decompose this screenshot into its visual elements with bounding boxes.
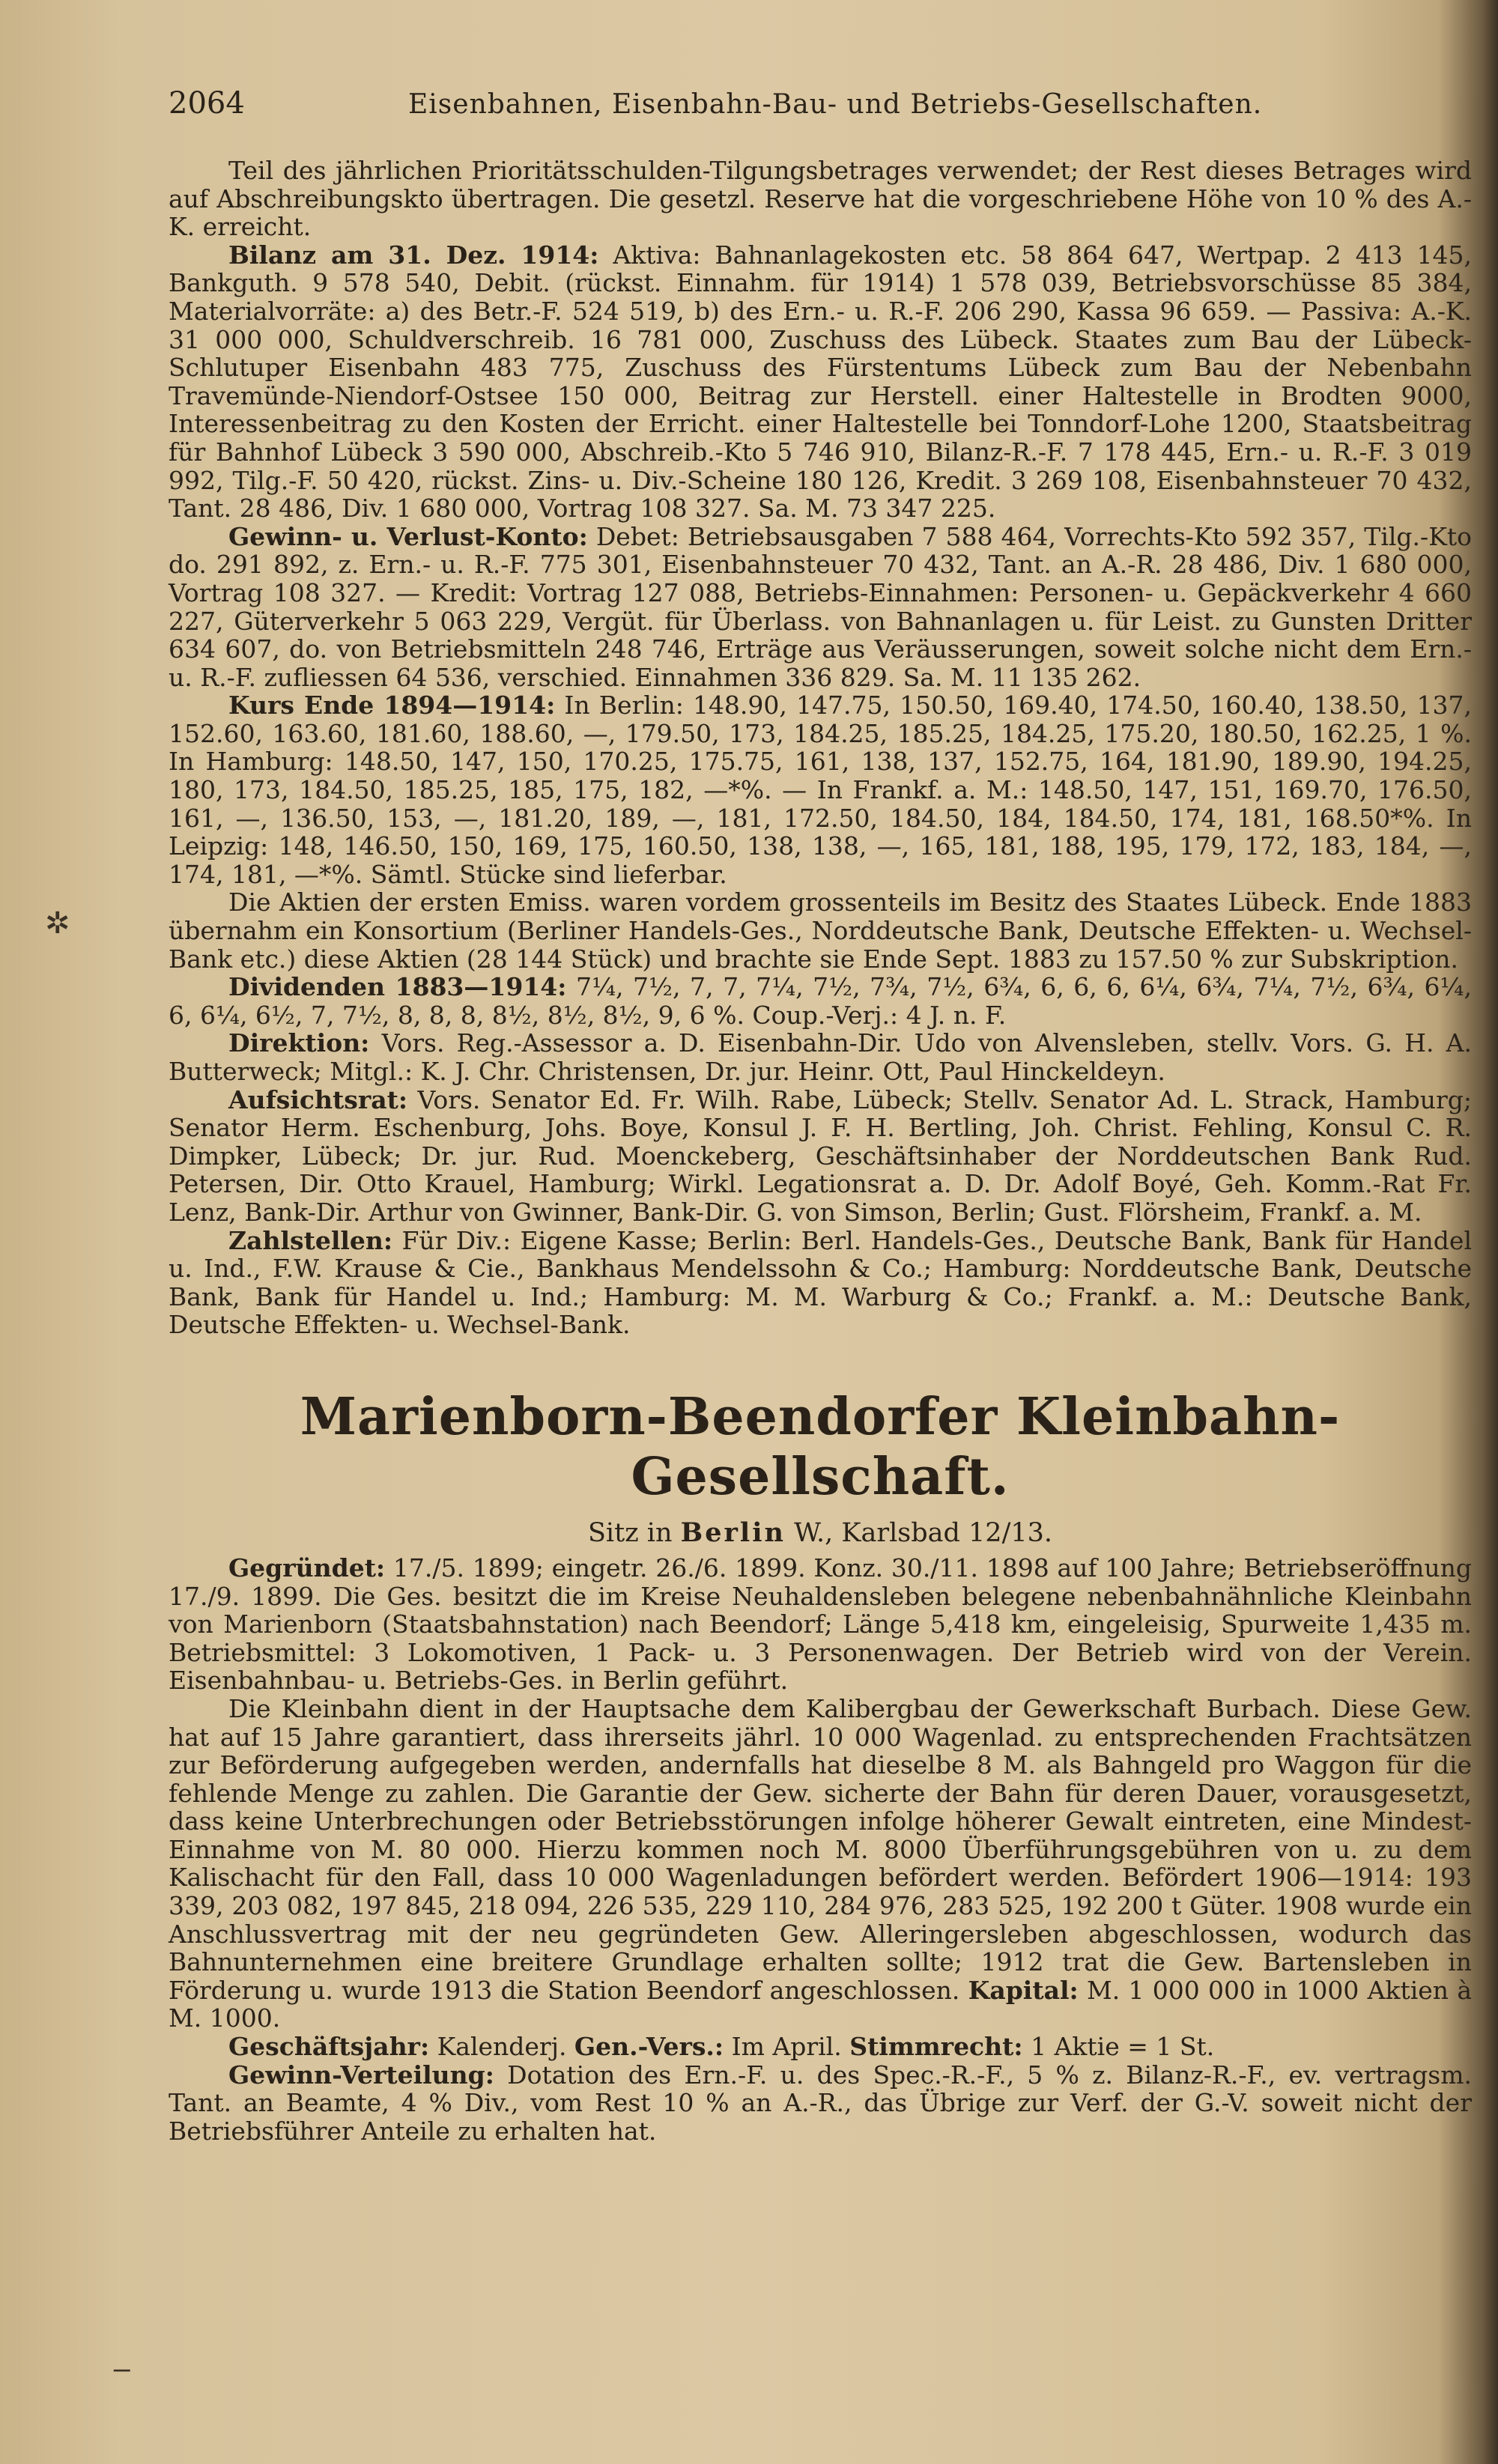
company-title: Marienborn-Beendorfer Kleinbahn-Gesellschaft. — [300, 1386, 1341, 1507]
share-price-text: In Berlin: 148.90, 147.75, 150.50, 169.40, 174.50, 160.40, 138.50, 137, 152.60, 163.60, 181.60, 188.60, —, 179.50, 173, 184.25, 185.25, 184.25, 175.20, 180.50, 162.25, 1 %. In Hamburg: 148.50, 147, 150, 170.25, 175.75, 161, 138, 137, 152.75, 164, 181.90, 189.90, 194.25, 180, 173, 184.50, 185.25, 185, 175, 182, —*%. — In Frankf. a. M.: 148.50, 147, 151, 169.70, 176.50, 161, —, 136.50, 153, —, 181.20, 189, —, 181, 172.50, 184.50, 184, 184.50, 174, 181, 168.50*%. In Leipzig: 148, 146.50, 150, 169, 175, 160.50, 138, 138, —, 165, 181, 188, 195, 179, 172, 183, 184, —, 174, 181, —*%. Sämtl. Stücke sind lieferbar. — [169, 691, 1472, 889]
running-head — [169, 86, 1472, 121]
company-seat — [169, 1517, 1472, 1548]
dividends-paragraph — [169, 973, 1472, 1029]
margin-mark-icon: ✲ — [45, 906, 70, 941]
voting-right-text: 1 Aktie = 1 St. — [1022, 2032, 1215, 2062]
profit-distribution-text: Dotation des Ern.-F. u. des Spec.-R.-F., 5 % z. Bilanz-R.-F., ev. vertragsm. Tant. an Beamte, 4 % Div., vom Rest 10 % an A.-R., das Übrige zur Verf. der G.-V. soweit nicht der Betriebsführer Anteile zu erhalten hat. — [169, 2060, 1472, 2146]
running-title: Eisenbahnen, Eisenbahn-Bau- und Betriebs-Gesellschaften. — [408, 89, 1263, 120]
section-railway-company — [169, 157, 1472, 1339]
seat-prefix: Sitz in — [587, 1517, 681, 1548]
section-kleinbahn — [169, 1554, 1472, 2145]
capital-text: M. 1 000 000 in 1000 Aktien à M. 1000. — [169, 1975, 1472, 2033]
fiscal-paragraph — [169, 2033, 1472, 2061]
operations-text: Die Kleinbahn dient in der Hauptsache dem Kalibergbau der Gewerkschaft Burbach. Diese Gew. hat auf 15 Jahre garantiert, dass ihrerseits jährl. 10 000 Wagenlad. zu entsprechenden Frachtsätzen zur Beförderung aufgegeben werden, andernfalls hat dieselbe 8 M. als Bahngeld pro Waggon für die fehlende Menge zu zahlen. Die Garantie der Gew. sicherte der Bahn für deren Dauer, vorausgesetzt, dass keine Unterbrechungen oder Betriebsstörungen infolge höherer Gewalt eintreten, eine Mindest-Einnahme von M. 80 000. Hierzu kommen noch M. 8000 Überführungsgebühren von u. zu dem Kalischacht für den Fall, dass 10 000 Wagenladungen befördert werden. Befördert 1906—1914: 193 339, 203 082, 197 845, 218 094, 226 535, 229 110, 284 976, 283 525, 192 200 t Güter. 1908 wurde ein Anschlussvertrag mit der neu gegründeten Gew. Alleringersleben abgeschlossen, wodurch das Bahnunternehmen eine breitere Grundlage erhalten sollte; 1912 trat die Gew. Bartensleben in Förderung u. wurde 1913 die Station Beendorf angeschlossen. — [169, 1693, 1472, 2005]
voting-right-label: Stimmrecht: — [849, 2032, 1023, 2062]
profit-loss-paragraph — [169, 523, 1472, 692]
page-number: 2064 — [169, 86, 245, 121]
founded-text: 17./5. 1899; eingetr. 26./6. 1899. Konz. 30./11. 1898 auf 100 Jahre; Betriebseröffnung 17./9. 1899. Die Ges. besitzt die im Kreise Neuhaldensleben belegene nebenbahnähnliche Kleinbahn von Marienborn (Staatsbahnstation) nach Beendorf; Länge 5,418 km, eingeleisig, Spurweite 1,435 m. Betriebsmittel: 3 Lokomotiven, 1 Pack- u. 3 Personenwagen. Der Betrieb wird von der Verein. Eisenbahnbau- u. Betriebs-Ges. in Berlin geführt. — [169, 1553, 1472, 1696]
fiscal-year-label: Geschäftsjahr: — [228, 2032, 430, 2062]
emission-paragraph: Die Aktien der ersten Emiss. waren vordem grossenteils im Besitz des Staates Lübeck. Ende 1883 übernahm ein Konsortium (Berliner Handels-Ges., Norddeutsche Bank, Deutsche Effekten- u. Wechsel-Bank etc.) diese Aktien (28 144 Stück) und brachte sie Ende Sept. 1883 zu 157.50 % zur Subskription. — [169, 887, 1472, 974]
seat-city: Berlin — [680, 1517, 786, 1548]
dividends-text: 7¼, 7½, 7, 7, 7¼, 7½, 7¾, 7½, 6¾, 6, 6, 6, 6¼, 6¾, 7¼, 7½, 6¾, 6¼, 6, 6¼, 6½, 7, 7½, 8, 8, 8, 8½, 8½, 8½, 9, 6 %. Coup.-Verj.: 4 J. n. F. — [169, 972, 1472, 1030]
management-label: Direktion: — [228, 1028, 370, 1058]
profit-loss-text: Debet: Betriebsausgaben 7 588 464, Vorrechts-Kto 592 357, Tilg.-Kto do. 291 892, z. Ern.- u. R.-F. 775 301, Eisenbahnsteuer 70 432, Tant. an A.-R. 28 486, Div. 1 680 000, Vortrag 108 327. — Kredit: Vortrag 127 088, Betriebs-Einnahmen: Personen- u. Gepäckverkehr 4 660 227, Güterverkehr 5 063 229, Vergüt. für Überlass. von Bahnanlagen u. für Leist. zu Gunsten Dritter 634 607, do. von Betriebsmitteln 248 746, Erträge aus Veräusserungen, soweit solche nicht dem Ern.- u. R.-F. zufliessen 64 536, verschied. Einnahmen 336 829. Sa. M. 11 135 262. — [169, 521, 1472, 692]
fiscal-year-text: Kalenderj. — [429, 2032, 574, 2062]
balance-label: Bilanz am 31. Dez. 1914: — [228, 240, 599, 270]
paying-agents-text: Für Div.: Eigene Kasse; Berlin: Berl. Handels-Ges., Deutsche Bank, Bank für Handel u. Ind., F.W. Krause & Cie., Bankhaus Mendelssohn & Co.; Hamburg: Norddeutsche Bank, Deutsche Bank, Bank für Handel u. Ind.; Hamburg: M. M. Warburg & Co.; Frankf. a. M.: Deutsche Bank, Deutsche Effekten- u. Wechsel-Bank. — [169, 1225, 1472, 1340]
general-meeting-label: Gen.-Vers.: — [574, 2032, 724, 2062]
supervisory-board-text: Vors. Senator Ed. Fr. Wilh. Rabe, Lübeck; Stellv. Senator Ad. L. Strack, Hamburg; Senator Herm. Eschenburg, Johs. Boye, Konsul J. F. H. Bertling, Joh. Christ. Fehling, Konsul C. R. Dimpker, Lübeck; Dr. jur. Rud. Moenckeberg, Geschäftsinhaber der Norddeutschen Bank Rud. Petersen, Dir. Otto Krauel, Hamburg; Wirkl. Legationsrat a. D. Dr. Adolf Boyé, Geh. Komm.-Rat Fr. Lenz, Bank-Dir. Arthur von Gwinner, Bank-Dir. G. von Simson, Berlin; Gust. Flörsheim, Frankf. a. M. — [169, 1084, 1472, 1227]
paying-agents-paragraph — [169, 1227, 1472, 1339]
founded-paragraph — [169, 1554, 1472, 1695]
balance-paragraph — [169, 241, 1472, 523]
seat-address: W., Karlsbad 12/13. — [785, 1517, 1053, 1548]
operations-paragraph — [169, 1695, 1472, 2033]
paying-agents-label: Zahlstellen: — [228, 1225, 393, 1255]
profit-loss-label: Gewinn- u. Verlust-Konto: — [228, 521, 588, 551]
reserve-paragraph: Teil des jährlichen Prioritätsschulden-Tilgungsbetrages verwendet; der Rest dieses Betrages wird auf Abschreibungskto übertragen. Die gesetzl. Reserve hat die vorgeschriebene Höhe von 10 % des A.-K. erreicht. — [169, 156, 1472, 242]
general-meeting-text: Im April. — [724, 2032, 850, 2062]
balance-text: Aktiva: Bahnanlagekosten etc. 58 864 647, Wertpap. 2 413 145, Bankguth. 9 578 540, Debit. (rückst. Einnahm. für 1914) 1 578 039, Betriebsvorschüsse 85 384, Materialvorräte: a) des Betr.-F. 524 519, b) des Ern.- u. R.-F. 206 290, Kassa 96 659. — Passiva: A.-K. 31 000 000, Schuldverschreib. 16 781 000, Zuschuss des Lübeck. Staates zum Bau der Lübeck-Schlutuper Eisenbahn 483 775, Zuschuss des Fürstentums Lübeck zum Bau der Nebenbahn Travemünde-Niendorf-Ostsee 150 000, Beitrag zur Herstell. einer Haltestelle in Brodten 9000, Interessenbeitrag zu den Kosten der Erricht. einer Haltestelle bei Tonndorf-Lohe 1200, Staatsbeitrag für Bahnhof Lübeck 3 590 000, Abschreib.-Kto 5 746 910, Bilanz-R.-F. 7 178 445, Ern.- u. R.-F. 3 019 992, Tilg.-F. 50 420, rückst. Zins- u. Div.-Scheine 180 126, Kredit. 3 269 108, Eisenbahnsteuer 70 432, Tant. 28 486, Div. 1 680 000, Vortrag 108 327. Sa. M. 73 347 225. — [169, 240, 1472, 524]
management-text: Vors. Reg.-Assessor a. D. Eisenbahn-Dir. Udo von Alvensleben, stellv. Vors. G. H. A. Butterweck; Mitgl.: K. J. Chr. Christensen, Dr. jur. Heinr. Ott, Paul Hinckeldeyn. — [169, 1028, 1472, 1086]
profit-distribution-label: Gewinn-Verteilung: — [228, 2060, 494, 2090]
share-price-paragraph — [169, 691, 1472, 888]
management-paragraph — [169, 1029, 1472, 1085]
margin-dash-icon: ‒ — [112, 2352, 132, 2386]
share-price-label: Kurs Ende 1894—1914: — [228, 691, 556, 720]
dividends-label: Dividenden 1883—1914: — [228, 972, 567, 1002]
profit-distribution-paragraph — [169, 2061, 1472, 2146]
supervisory-board-paragraph — [169, 1086, 1472, 1227]
founded-label: Gegründet: — [228, 1553, 386, 1583]
capital-label: Kapital: — [968, 1975, 1079, 2005]
text-column — [169, 86, 1472, 2145]
supervisory-board-label: Aufsichtsrat: — [228, 1084, 408, 1114]
